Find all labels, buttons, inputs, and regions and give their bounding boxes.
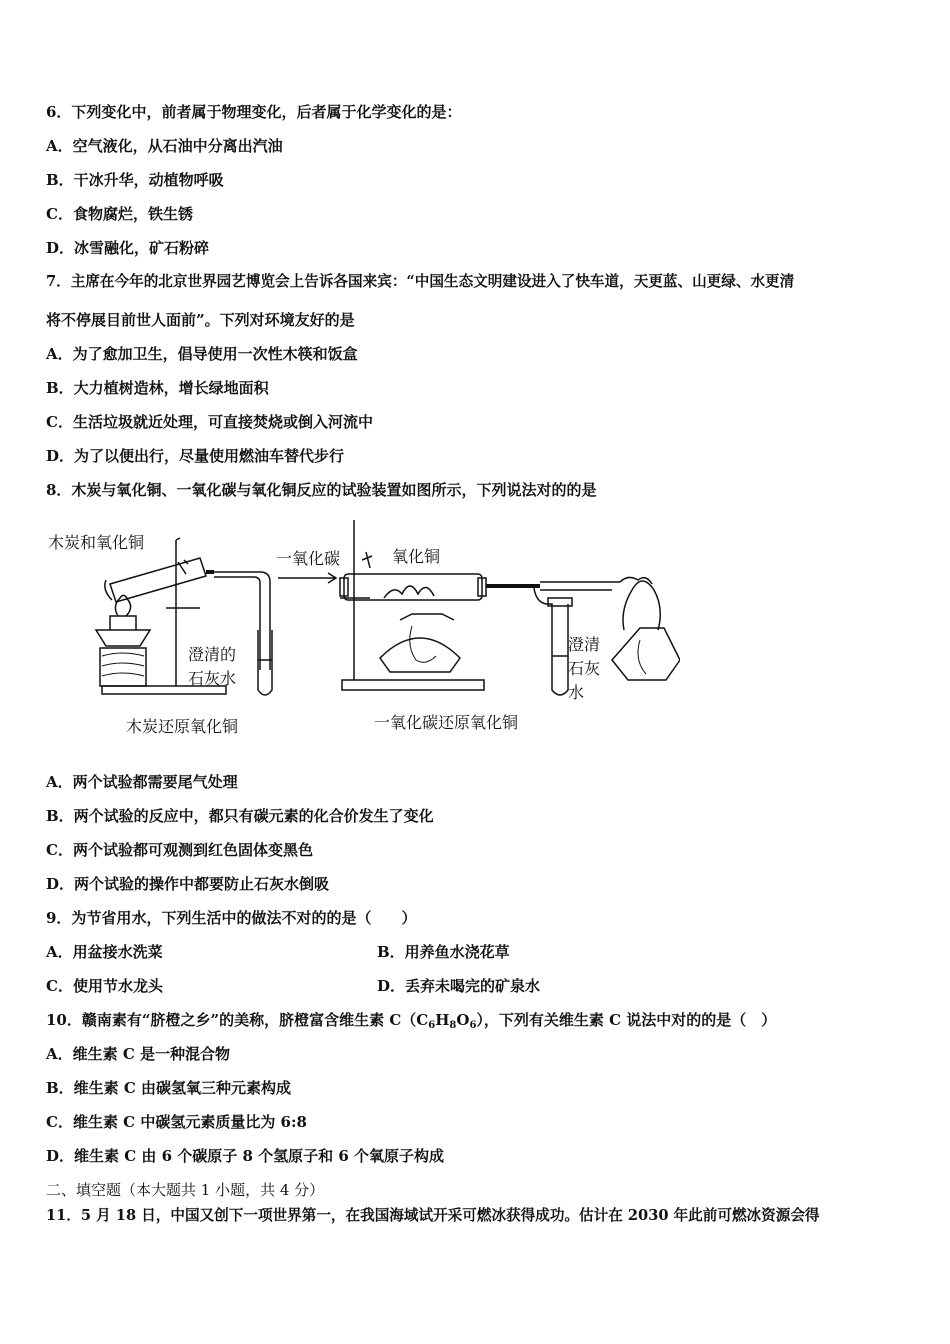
q10-option-d: D．维生素 C 由 6 个碳原子 8 个氢原子和 6 个氧原子构成 [46,1147,445,1165]
q10-option-b: B．维生素 C 由碳氢氧三种元素构成 [46,1079,292,1097]
q7-stem-line1: 7．主席在今年的北京世界园艺博览会上告诉各国来宾：“中国生态文明建设进入了快车道，天更蓝、山更绿、水更清 [46,273,795,290]
q6-stem: 6．下列变化中，前者属于物理变化，后者属于化学变化的是： [46,103,462,121]
q8-option-c: C．两个试验都可观测到红色固体变黑色 [46,841,313,859]
q11-stem: 11．5 月 18 日，中国又创下一项世界第一，在我国海域试开采可燃冰获得成功。估计在 2030 年此前可燃冰资源会得 [46,1207,820,1224]
q7-stem-line2: 将不停展目前世人面前”。下列对环境友好的是 [46,311,355,329]
q10-stem [46,1010,776,1030]
fig-label-right-limewater-3: 水 [568,683,585,702]
q10-stem-post: ），下列有关维生素 C 说法中对的的是（ ） [476,1011,777,1029]
q8-stem: 8．木炭与氧化铜、一氧化碳与氧化铜反应的试验装置如图所示，下列说法对的的是 [46,481,597,499]
fig-caption-right: 一氧化碳还原氧化铜 [374,713,519,732]
q7-option-c: C．生活垃圾就近处理，可直接焚烧或倒入河流中 [46,413,373,431]
q7-option-d: D．为了以便出行，尽量使用燃油车替代步行 [46,447,345,465]
q10-h: H [435,1011,450,1029]
q10-sub-o: 6 [469,1020,477,1031]
section-heading-fill-in: 二、填空题（本大题共 1 小题，共 4 分） [46,1181,325,1199]
q8-option-d: D．两个试验的操作中都要防止石灰水倒吸 [46,875,330,893]
q6-option-b: B．干冰升华，动植物呼吸 [46,171,224,189]
q10-sub-c: 6 [428,1020,436,1031]
q10-sub-h: 8 [449,1020,457,1031]
q9-option-d: D．丢弃未喝完的矿泉水 [377,977,541,995]
q9-stem: 9．为节省用水，下列生活中的做法不对的的是（ ） [46,909,417,927]
fig-label-right-limewater-1: 澄清 [568,635,601,654]
fig-label-left-limewater-2: 石灰水 [188,669,237,688]
q8-apparatus-figure [40,520,680,745]
q10-stem-pre: 10．赣南素有“脐橙之乡”的美称，脐橙富含维生素 C（C [46,1011,429,1029]
fig-label-right-limewater-2: 石灰 [568,659,601,678]
q8-option-b: B．两个试验的反应中，都只有碳元素的化合价发生了变化 [46,807,434,825]
q10-option-c: C．维生素 C 中碳氢元素质量比为 6:8 [46,1113,307,1131]
q9-option-a: A．用盆接水洗菜 [46,943,163,961]
q10-option-a: A．维生素 C 是一种混合物 [46,1045,231,1063]
fig-label-charcoal-cuo: 木炭和氧化铜 [48,533,145,552]
q6-option-a: A．空气液化，从石油中分离出汽油 [46,137,283,155]
q9-option-b: B．用养鱼水浇花草 [377,943,510,961]
q9-option-c: C．使用节水龙头 [46,977,163,995]
q6-option-d: D．冰雪融化，矿石粉碎 [46,239,210,257]
fig-label-left-limewater-1: 澄清的 [188,645,237,664]
q6-option-c: C．食物腐烂，铁生锈 [46,205,193,223]
charcoal-reduction-apparatus [96,538,272,695]
fig-caption-left: 木炭还原氧化铜 [126,717,239,736]
co-reduction-apparatus [340,520,680,695]
q7-option-b: B．大力植树造林，增长绿地面积 [46,379,269,397]
q7-option-a: A．为了愈加卫生，倡导使用一次性木筷和饭盒 [46,345,358,363]
q8-option-a: A．两个试验都需要尾气处理 [46,773,238,791]
fig-label-co: 一氧化碳 [276,549,341,568]
fig-label-right-cuo: 氧化铜 [392,547,441,566]
q10-o: O [456,1011,470,1029]
